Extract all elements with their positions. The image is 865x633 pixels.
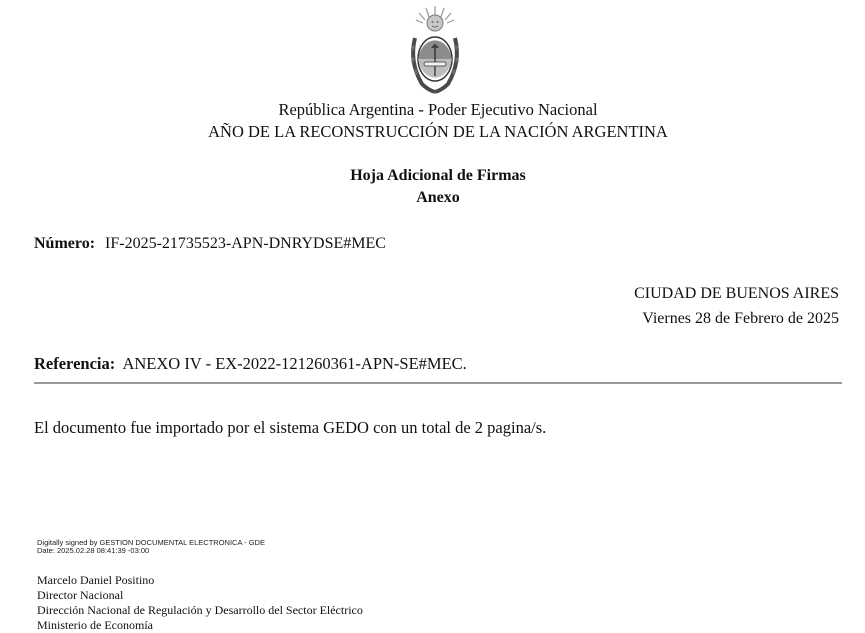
year-motto: AÑO DE LA RECONSTRUCCIÓN DE LA NACIÓN ARGENTINA (208, 122, 668, 141)
document-number (34, 235, 386, 253)
digital-signature-block (37, 539, 265, 555)
document-title: Hoja Adicional de Firmas (350, 167, 526, 184)
signer-position: Director Nacional (37, 588, 124, 602)
signer-name: Marcelo Daniel Positino (37, 573, 155, 587)
coat-of-arms-seal (406, 4, 464, 96)
numero-label: Número: (34, 235, 96, 252)
signer-ministry: Ministerio de Economía (37, 618, 153, 632)
digital-signature-date: Date: 2025.02.28 08:41:39 -03:00 (37, 546, 150, 555)
document-date: Viernes 28 de Febrero de 2025 (642, 310, 839, 327)
referencia-label: Referencia: (34, 354, 116, 373)
city: CIUDAD DE BUENOS AIRES (634, 285, 839, 302)
republic-header: República Argentina - Poder Ejecutivo Nacional (278, 100, 598, 119)
numero-value: IF-2025-21735523-APN-DNRYDSE#MEC (105, 235, 386, 252)
signer-office: Dirección Nacional de Regulación y Desarrollo del Sector Eléctrico (37, 603, 363, 617)
divider (34, 382, 842, 384)
reference (34, 354, 467, 374)
body-text: El documento fue importado por el sistema GEDO con un total de 2 pagina/s. (34, 418, 547, 437)
document-subtitle: Anexo (416, 189, 460, 206)
digital-signed-by: Digitally signed by GESTION DOCUMENTAL ELECTRONICA - GDE (37, 538, 265, 547)
referencia-value: ANEXO IV - EX-2022-121260361-APN-SE#MEC. (122, 354, 467, 373)
signer-block (37, 573, 363, 633)
